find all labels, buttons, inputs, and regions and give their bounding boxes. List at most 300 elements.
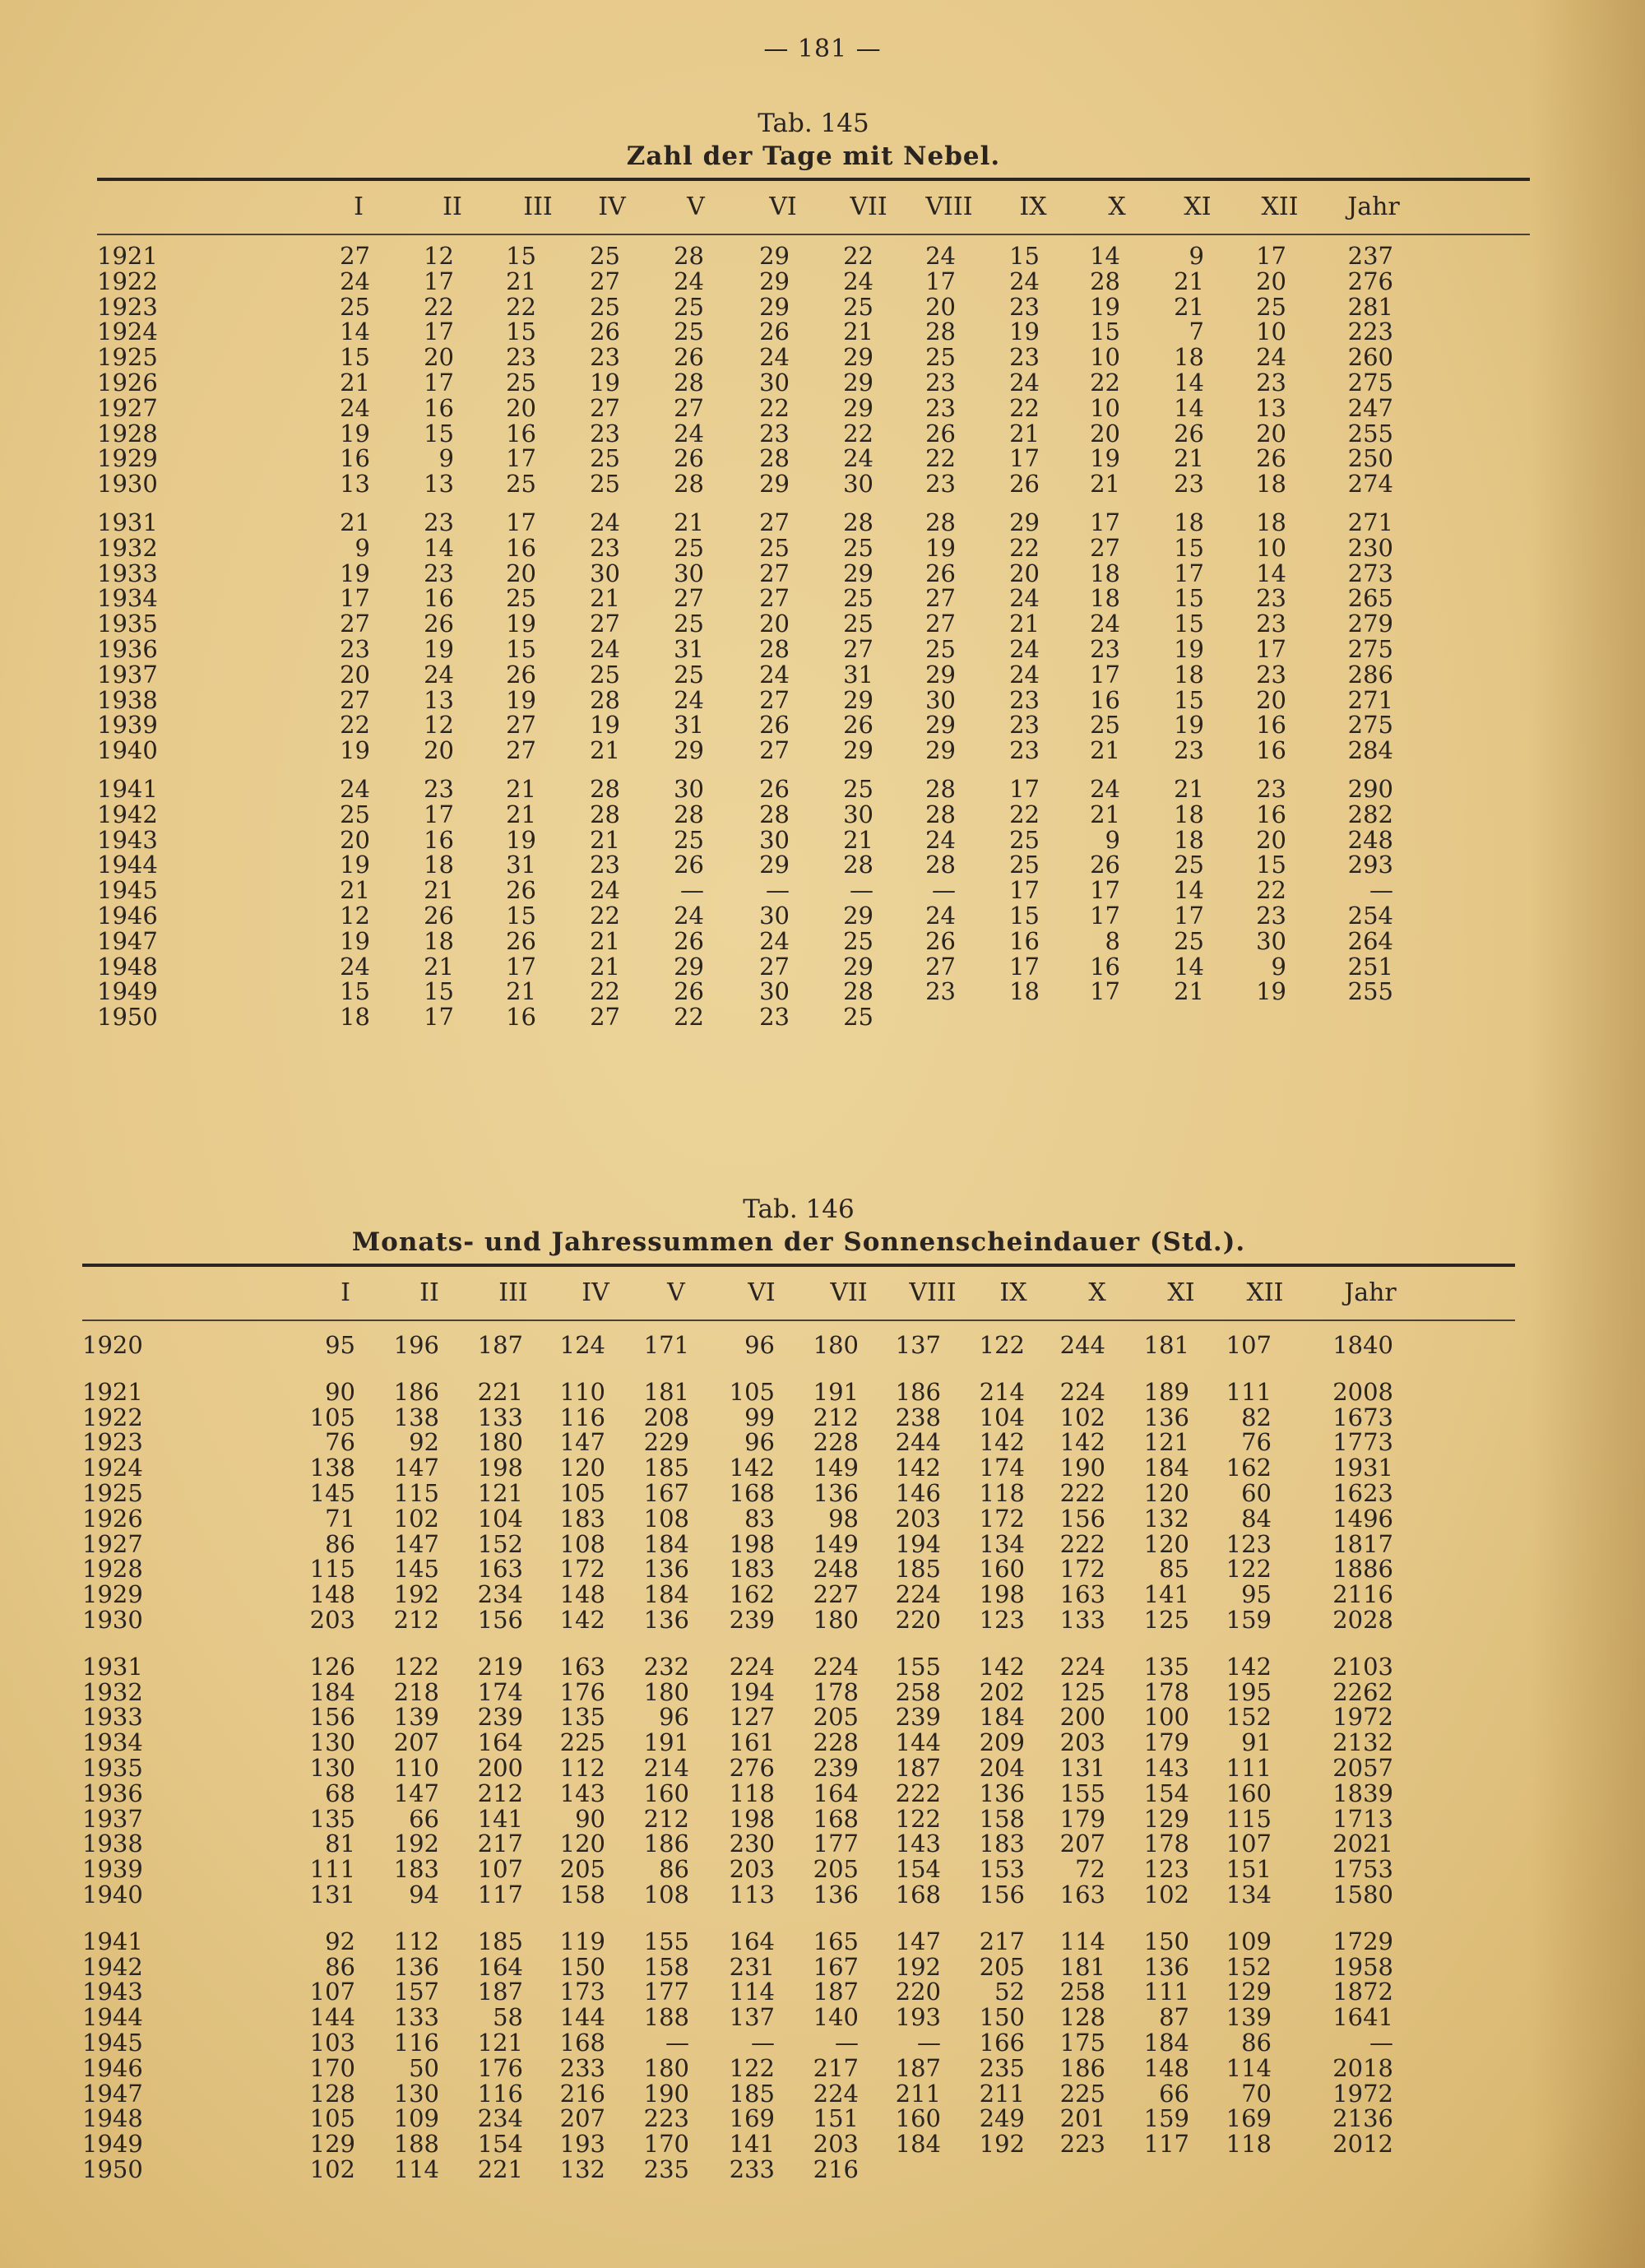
value-cell: 220	[895, 1978, 941, 2006]
year-cell: 1944	[97, 851, 158, 879]
value-cell: 180	[813, 1331, 859, 1359]
value-cell: 30	[925, 685, 956, 714]
value-cell: 95	[1241, 1580, 1272, 1609]
value-cell: 26	[759, 774, 790, 803]
value-cell: 14	[1090, 242, 1120, 270]
value-cell: 161	[729, 1728, 775, 1757]
value-cell: 25	[1009, 825, 1040, 854]
value-cell: —	[665, 2028, 689, 2057]
value-cell: 290	[1347, 774, 1393, 803]
table-146	[82, 1194, 1515, 2182]
table-row	[97, 926, 1530, 955]
value-cell: 24	[759, 343, 790, 372]
value-cell: 17	[424, 318, 454, 346]
value-cell: 223	[643, 2104, 689, 2133]
value-cell: 205	[559, 1855, 605, 1884]
value-cell: 194	[729, 1677, 775, 1706]
value-cell: 21	[674, 508, 704, 536]
value-cell: 224	[729, 1652, 775, 1681]
value-cell: 20	[1009, 559, 1040, 587]
value-cell: 202	[979, 1677, 1025, 1706]
year-cell: 1940	[82, 1880, 143, 1909]
value-cell: 143	[1143, 1753, 1189, 1782]
value-cell: 124	[559, 1331, 605, 1359]
value-cell: 21	[424, 876, 454, 905]
value-cell: 138	[393, 1403, 439, 1431]
value-cell: 2103	[1332, 1652, 1393, 1681]
value-cell: 274	[1347, 470, 1393, 499]
value-cell: 180	[813, 1605, 859, 1634]
year-cell: 1948	[97, 952, 158, 981]
value-cell: 212	[393, 1605, 439, 1634]
value-cell: 81	[325, 1830, 355, 1858]
value-cell: 155	[1059, 1779, 1105, 1807]
value-cell: 284	[1347, 736, 1393, 765]
value-cell: 116	[393, 2028, 439, 2057]
value-cell: 1839	[1332, 1779, 1393, 1807]
value-cell: —	[680, 876, 704, 905]
value-cell: 275	[1347, 711, 1393, 740]
value-cell: 275	[1347, 634, 1393, 663]
value-cell: 26	[1009, 470, 1040, 499]
value-cell: 28	[843, 508, 873, 536]
value-cell: 186	[1059, 2053, 1105, 2082]
value-cell: 29	[925, 711, 956, 740]
year-cell: 1937	[82, 1804, 143, 1833]
value-cell: 18	[1174, 825, 1204, 854]
column-header: VIII	[925, 192, 973, 221]
table-row	[97, 878, 1530, 903]
table-row	[97, 954, 1530, 980]
year-cell: 1941	[97, 774, 158, 803]
value-cell: 21	[1174, 774, 1204, 803]
value-cell: 160	[643, 1779, 689, 1807]
value-cell: 104	[979, 1403, 1025, 1431]
value-cell: 143	[559, 1779, 605, 1807]
table-row	[82, 1455, 1515, 1481]
value-cell: 224	[895, 1580, 941, 1609]
value-cell: 185	[729, 2079, 775, 2108]
value-cell: 29	[843, 368, 873, 397]
value-cell: 18	[1256, 470, 1286, 499]
value-cell: 23	[1090, 634, 1120, 663]
value-cell: 23	[1009, 292, 1040, 321]
value-cell: 23	[759, 419, 790, 448]
value-cell: 25	[1256, 292, 1286, 321]
value-cell: 14	[340, 318, 370, 346]
value-cell: 20	[1256, 267, 1286, 295]
year-cell: 1942	[97, 800, 158, 828]
table-row	[82, 1607, 1515, 1633]
value-cell: 114	[729, 1978, 775, 2006]
value-cell: 20	[1090, 419, 1120, 448]
value-cell: 60	[1241, 1478, 1272, 1507]
value-cell: 29	[843, 559, 873, 587]
value-cell: 23	[925, 368, 956, 397]
value-cell: 27	[506, 736, 536, 765]
value-cell: 118	[729, 1779, 775, 1807]
value-cell: 52	[994, 1978, 1025, 2006]
value-cell: 23	[506, 343, 536, 372]
value-cell: 134	[979, 1529, 1025, 1558]
value-cell: 1641	[1332, 2003, 1393, 2032]
value-cell: 121	[477, 2028, 523, 2057]
value-cell: 28	[925, 800, 956, 828]
value-cell: 15	[506, 318, 536, 346]
table-row	[97, 1004, 1530, 1030]
value-cell: 96	[744, 1331, 775, 1359]
value-cell: 20	[1256, 685, 1286, 714]
value-cell: 23	[759, 1003, 790, 1032]
value-cell: 184	[309, 1677, 355, 1706]
value-cell: 25	[843, 774, 873, 803]
year-cell: 1936	[97, 634, 158, 663]
value-cell: 22	[340, 711, 370, 740]
value-cell: 255	[1347, 419, 1393, 448]
table-row	[82, 1582, 1515, 1607]
value-cell: 17	[1174, 901, 1204, 930]
value-cell: 190	[643, 2079, 689, 2108]
value-cell: —	[1369, 2028, 1393, 2057]
value-cell: 14	[424, 533, 454, 562]
value-cell: 217	[477, 1830, 523, 1858]
value-cell: 19	[506, 610, 536, 638]
value-cell: 15	[340, 343, 370, 372]
value-cell: 108	[559, 1529, 605, 1558]
value-cell: 196	[393, 1331, 439, 1359]
value-cell: 23	[925, 393, 956, 422]
value-cell: 15	[1090, 318, 1120, 346]
value-cell: 227	[813, 1580, 859, 1609]
value-cell: 195	[1226, 1677, 1272, 1706]
value-cell: 21	[1174, 267, 1204, 295]
value-cell: 15	[1174, 584, 1204, 613]
value-cell: 23	[1256, 368, 1286, 397]
table-body	[82, 1333, 1515, 2182]
value-cell: 24	[424, 660, 454, 689]
value-cell: 154	[477, 2130, 523, 2159]
value-cell: 1623	[1332, 1478, 1393, 1507]
value-cell: 25	[590, 242, 620, 270]
value-cell: 18	[1174, 343, 1204, 372]
value-cell: 19	[340, 851, 370, 879]
value-cell: 14	[1174, 876, 1204, 905]
year-cell: 1933	[82, 1703, 143, 1732]
value-cell: 28	[674, 470, 704, 499]
value-cell: 16	[1009, 926, 1040, 955]
year-cell: 1930	[82, 1605, 143, 1634]
column-header: X	[1088, 1278, 1106, 1307]
column-header: VII	[830, 1278, 868, 1307]
value-cell: 17	[1009, 876, 1040, 905]
value-cell: 230	[1347, 533, 1393, 562]
value-cell: 239	[729, 1605, 775, 1634]
value-cell: 19	[590, 368, 620, 397]
value-cell: 27	[340, 685, 370, 714]
value-cell: 15	[1174, 533, 1204, 562]
value-cell: 133	[393, 2003, 439, 2032]
value-cell: 174	[477, 1677, 523, 1706]
value-cell: 152	[1226, 1703, 1272, 1732]
table-row	[97, 393, 1530, 422]
table-row	[82, 2106, 1515, 2131]
value-cell: 111	[1226, 1377, 1272, 1406]
value-cell: 7	[1189, 318, 1204, 346]
value-cell: 27	[590, 393, 620, 422]
value-cell: 19	[424, 634, 454, 663]
value-cell: 1496	[1332, 1504, 1393, 1533]
value-cell: 25	[1009, 851, 1040, 879]
value-cell: 154	[1143, 1779, 1189, 1807]
value-cell: 128	[309, 2079, 355, 2108]
value-cell: 31	[506, 851, 536, 879]
value-cell: 25	[1174, 926, 1204, 955]
value-cell: 223	[1347, 318, 1393, 346]
value-cell: 27	[590, 267, 620, 295]
value-cell: 28	[925, 851, 956, 879]
value-cell: 180	[477, 1428, 523, 1457]
value-cell: 18	[424, 851, 454, 879]
value-cell: 103	[309, 2028, 355, 2057]
value-cell: 30	[1256, 926, 1286, 955]
table-row	[82, 1857, 1515, 1882]
value-cell: 169	[729, 2104, 775, 2133]
table-row	[82, 2131, 1515, 2157]
value-cell: 24	[1090, 774, 1120, 803]
value-cell: 16	[424, 584, 454, 613]
value-cell: 149	[813, 1529, 859, 1558]
value-cell: 225	[1059, 2079, 1105, 2108]
column-header: IX	[999, 1278, 1027, 1307]
value-cell: 17	[424, 1003, 454, 1032]
value-cell: 111	[1143, 1978, 1189, 2006]
value-cell: 28	[759, 800, 790, 828]
value-cell: 90	[325, 1377, 355, 1406]
value-cell: 25	[506, 368, 536, 397]
value-cell: 126	[309, 1652, 355, 1681]
value-cell: 102	[309, 2154, 355, 2183]
value-cell: 248	[813, 1555, 859, 1584]
value-cell: 158	[643, 1952, 689, 1981]
value-cell: 136	[979, 1779, 1025, 1807]
table-row	[97, 319, 1530, 345]
value-cell: 23	[1256, 774, 1286, 803]
value-cell: 136	[813, 1880, 859, 1909]
value-cell: 27	[759, 508, 790, 536]
value-cell: 13	[1256, 393, 1286, 422]
value-cell: 2116	[1332, 1580, 1393, 1609]
value-cell: 17	[340, 584, 370, 613]
value-cell: 28	[674, 368, 704, 397]
value-cell: 244	[1059, 1331, 1105, 1359]
value-cell: 21	[1174, 292, 1204, 321]
value-cell: 76	[1241, 1428, 1272, 1457]
value-cell: 237	[1347, 242, 1393, 270]
value-cell: 158	[559, 1880, 605, 1909]
year-cell: 1932	[82, 1677, 143, 1706]
value-cell: 26	[843, 711, 873, 740]
value-cell: 18	[1174, 660, 1204, 689]
value-cell: 191	[643, 1728, 689, 1757]
value-cell: 271	[1347, 685, 1393, 714]
value-cell: 29	[843, 736, 873, 765]
column-header: Jahr	[1344, 1278, 1397, 1307]
value-cell: 211	[895, 2079, 941, 2108]
value-cell: 131	[309, 1880, 355, 1909]
value-cell: 25	[1090, 711, 1120, 740]
value-cell: 184	[895, 2130, 941, 2159]
value-cell: 156	[477, 1605, 523, 1634]
value-cell: 14	[1174, 393, 1204, 422]
value-cell: 24	[590, 634, 620, 663]
value-cell: 164	[477, 1728, 523, 1757]
table-row	[97, 662, 1530, 688]
value-cell: 177	[813, 1830, 859, 1858]
value-cell: 224	[813, 1652, 859, 1681]
value-cell: 15	[1256, 851, 1286, 879]
value-cell: 23	[1256, 610, 1286, 638]
value-cell: 84	[1241, 1504, 1272, 1533]
value-cell: 187	[895, 1753, 941, 1782]
value-cell: 2262	[1332, 1677, 1393, 1706]
value-cell: 22	[1256, 876, 1286, 905]
page-number: — 181 —	[763, 35, 882, 63]
value-cell: 122	[979, 1331, 1025, 1359]
year-cell: 1943	[97, 825, 158, 854]
value-cell: 26	[1256, 444, 1286, 473]
value-cell: 104	[477, 1504, 523, 1533]
value-cell: 27	[925, 610, 956, 638]
value-cell: 116	[559, 1403, 605, 1431]
page-edge-shadow	[1530, 0, 1645, 2268]
value-cell: 10	[1256, 533, 1286, 562]
value-cell: 25	[843, 610, 873, 638]
column-header: II	[443, 192, 462, 221]
value-cell: 1886	[1332, 1555, 1393, 1584]
value-cell: 233	[559, 2053, 605, 2082]
value-cell: 230	[729, 1830, 775, 1858]
value-cell: 25	[843, 926, 873, 955]
value-cell: 28	[590, 685, 620, 714]
value-cell: 239	[477, 1703, 523, 1732]
value-cell: 16	[1090, 685, 1120, 714]
value-cell: 212	[643, 1804, 689, 1833]
table-row	[82, 1333, 1515, 1358]
value-cell: 96	[659, 1703, 689, 1732]
table-row	[82, 1377, 1515, 1406]
value-cell: 25	[674, 825, 704, 854]
value-cell: 205	[813, 1855, 859, 1884]
value-cell: 21	[1009, 419, 1040, 448]
value-cell: 157	[393, 1978, 439, 2006]
year-cell: 1923	[82, 1428, 143, 1457]
value-cell: 147	[393, 1454, 439, 1482]
value-cell: 224	[813, 2079, 859, 2108]
table-title: Zahl der Tage mit Nebel.	[626, 141, 1001, 171]
value-cell: 24	[590, 508, 620, 536]
value-cell: 168	[813, 1804, 859, 1833]
value-cell: 18	[1174, 800, 1204, 828]
table-row	[97, 774, 1530, 803]
value-cell: 28	[590, 800, 620, 828]
value-cell: 19	[1090, 292, 1120, 321]
value-cell: 18	[424, 926, 454, 955]
value-cell: 24	[674, 901, 704, 930]
value-cell: 231	[729, 1952, 775, 1981]
value-cell: 234	[477, 1580, 523, 1609]
value-cell: 28	[843, 977, 873, 1006]
value-cell: 224	[1059, 1377, 1105, 1406]
value-cell: 20	[340, 825, 370, 854]
value-cell: 204	[979, 1753, 1025, 1782]
value-cell: 151	[813, 2104, 859, 2133]
value-cell: 23	[590, 851, 620, 879]
table-row	[97, 634, 1530, 663]
value-cell: 25	[843, 533, 873, 562]
value-cell: 21	[1174, 977, 1204, 1006]
value-cell: 20	[506, 559, 536, 587]
value-cell: 136	[643, 1605, 689, 1634]
value-cell: 17	[1090, 901, 1120, 930]
value-cell: 1872	[1332, 1978, 1393, 2006]
value-cell: 155	[895, 1652, 941, 1681]
value-cell: 148	[559, 1580, 605, 1609]
value-cell: 16	[1256, 800, 1286, 828]
value-cell: 26	[674, 926, 704, 955]
value-cell: 25	[925, 343, 956, 372]
value-cell: 194	[895, 1529, 941, 1558]
value-cell: 258	[1059, 1978, 1105, 2006]
value-cell: 128	[1059, 2003, 1105, 2032]
value-cell: 21	[506, 977, 536, 1006]
value-cell: 248	[1347, 825, 1393, 854]
value-cell: 220	[895, 1605, 941, 1634]
value-cell: —	[766, 876, 790, 905]
value-cell: 276	[729, 1753, 775, 1782]
value-cell: 17	[1009, 952, 1040, 981]
value-cell: 175	[1059, 2028, 1105, 2057]
value-cell: 26	[1090, 851, 1120, 879]
value-cell: 114	[393, 2154, 439, 2183]
value-cell: 30	[843, 470, 873, 499]
value-cell: 22	[759, 393, 790, 422]
value-cell: 181	[1143, 1331, 1189, 1359]
value-cell: 19	[340, 419, 370, 448]
value-cell: 146	[895, 1478, 941, 1507]
value-cell: 20	[424, 736, 454, 765]
year-cell: 1920	[82, 1331, 143, 1359]
value-cell: 14	[1256, 559, 1286, 587]
year-cell: 1947	[97, 926, 158, 955]
value-cell: 22	[1009, 533, 1040, 562]
value-cell: 16	[506, 419, 536, 448]
value-cell: 142	[1059, 1428, 1105, 1457]
value-cell: 137	[729, 2003, 775, 2032]
value-cell: 105	[559, 1478, 605, 1507]
table-header-row	[82, 1267, 1515, 1320]
value-cell: 50	[409, 2053, 439, 2082]
value-cell: 121	[477, 1478, 523, 1507]
value-cell: 19	[1009, 318, 1040, 346]
value-cell: 193	[559, 2130, 605, 2159]
value-cell: 205	[813, 1703, 859, 1732]
value-cell: 26	[925, 419, 956, 448]
value-cell: 145	[393, 1555, 439, 1584]
value-cell: 142	[979, 1428, 1025, 1457]
value-cell: 147	[895, 1927, 941, 1955]
value-cell: 22	[590, 901, 620, 930]
year-cell: 1931	[82, 1652, 143, 1681]
